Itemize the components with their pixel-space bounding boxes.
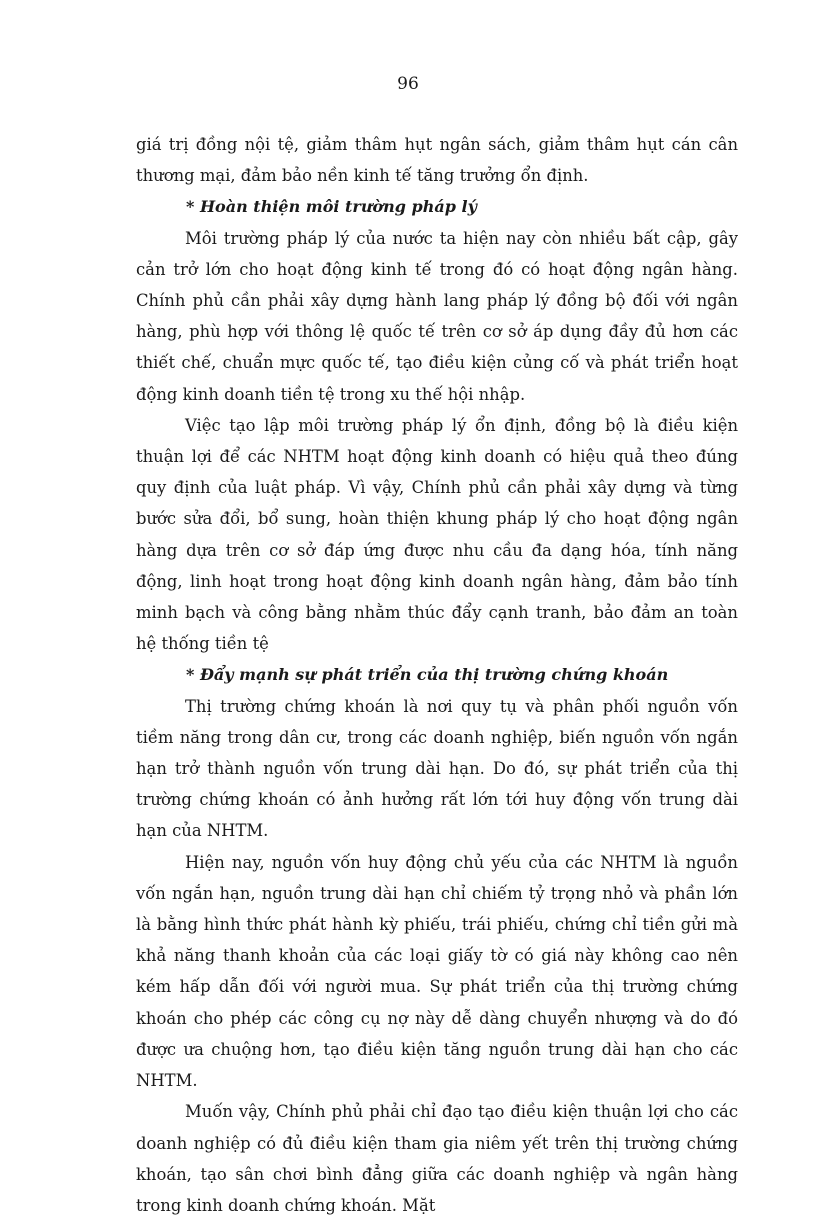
paragraph: Thị trường chứng khoán là nơi quy tụ và phân phối nguồn vốn tiềm năng trong dân cư, trong các doanh nghiệp, biến nguồn vốn ngắn hạn trở thành nguồn vốn trung dài hạn. Do đó, sự phát triển của thị trường chứng khoán có ảnh hưởng rất lớn tới huy động vốn trung dài hạn của NHTM.: [136, 696, 738, 841]
paragraph: Môi trường pháp lý của nước ta hiện nay còn nhiều bất cập, gây cản trở lớn cho hoạt động kinh tế trong đó có hoạt động ngân hàng. Chính phủ cần phải xây dựng hành lang pháp lý đồng bộ đối với ngân hàng, phù hợp với thông lệ quốc tế trên cơ sở áp dụng đầy đủ hơn các thiết chế, chuẩn mực quốc tế, tạo điều kiện củng cố và phát triển hoạt động kinh doanh tiền tệ trong xu thế hội nhập.: [136, 228, 738, 404]
paragraph: Muốn vậy, Chính phủ phải chỉ đạo tạo điều kiện thuận lợi cho các doanh nghiệp có đủ điều kiện tham gia niêm yết trên thị trường chứng khoán, tạo sân chơi bình đẳng giữa các doanh nghiệp và ngân hàng trong kinh doanh chứng khoán. Mặt: [136, 1102, 738, 1215]
body-text: [136, 129, 738, 1221]
paragraph-continued: giá trị đồng nội tệ, giảm thâm hụt ngân sách, giảm thâm hụt cán cân thương mại, đảm bảo nền kinh tế tăng trưởng ổn định.: [136, 135, 738, 186]
paragraph: Hiện nay, nguồn vốn huy động chủ yếu của các NHTM là nguồn vốn ngắn hạn, nguồn trung dài hạn chỉ chiếm tỷ trọng nhỏ và phần lớn là bằng hình thức phát hành kỳ phiếu, trái phiếu, chứng chỉ tiền gửi mà khả năng thanh khoản của các loại giấy tờ có giá này không cao nên kém hấp dẫn đối với người mua. Sự phát triển của thị trường chứng khoán cho phép các công cụ nợ này dễ dàng chuyển nhượng và do đó được ưa chuộng hơn, tạo điều kiện tăng nguồn trung dài hạn cho các NHTM.: [136, 852, 738, 1091]
paragraph: Việc tạo lập môi trường pháp lý ổn định, đồng bộ là điều kiện thuận lợi để các NHTM hoạt động kinh doanh có hiệu quả theo đúng quy định của luật pháp. Vì vậy, Chính phủ cần phải xây dựng và từng bước sửa đổi, bổ sung, hoàn thiện khung pháp lý cho hoạt động ngân hàng dựa trên cơ sở đáp ứng được nhu cầu đa dạng hóa, tính năng động, linh hoạt trong hoạt động kinh doanh ngân hàng, đảm bảo tính minh bạch và công bằng nhằm thúc đẩy cạnh tranh, bảo đảm an toàn hệ thống tiền tệ: [136, 415, 738, 654]
section-heading-stock-market: * Đẩy mạnh sự phát triển của thị trường chứng khoán: [186, 665, 669, 685]
section-heading-legal-environment: * Hoàn thiện môi trường pháp lý: [186, 197, 477, 217]
page-number: 96: [397, 74, 419, 94]
